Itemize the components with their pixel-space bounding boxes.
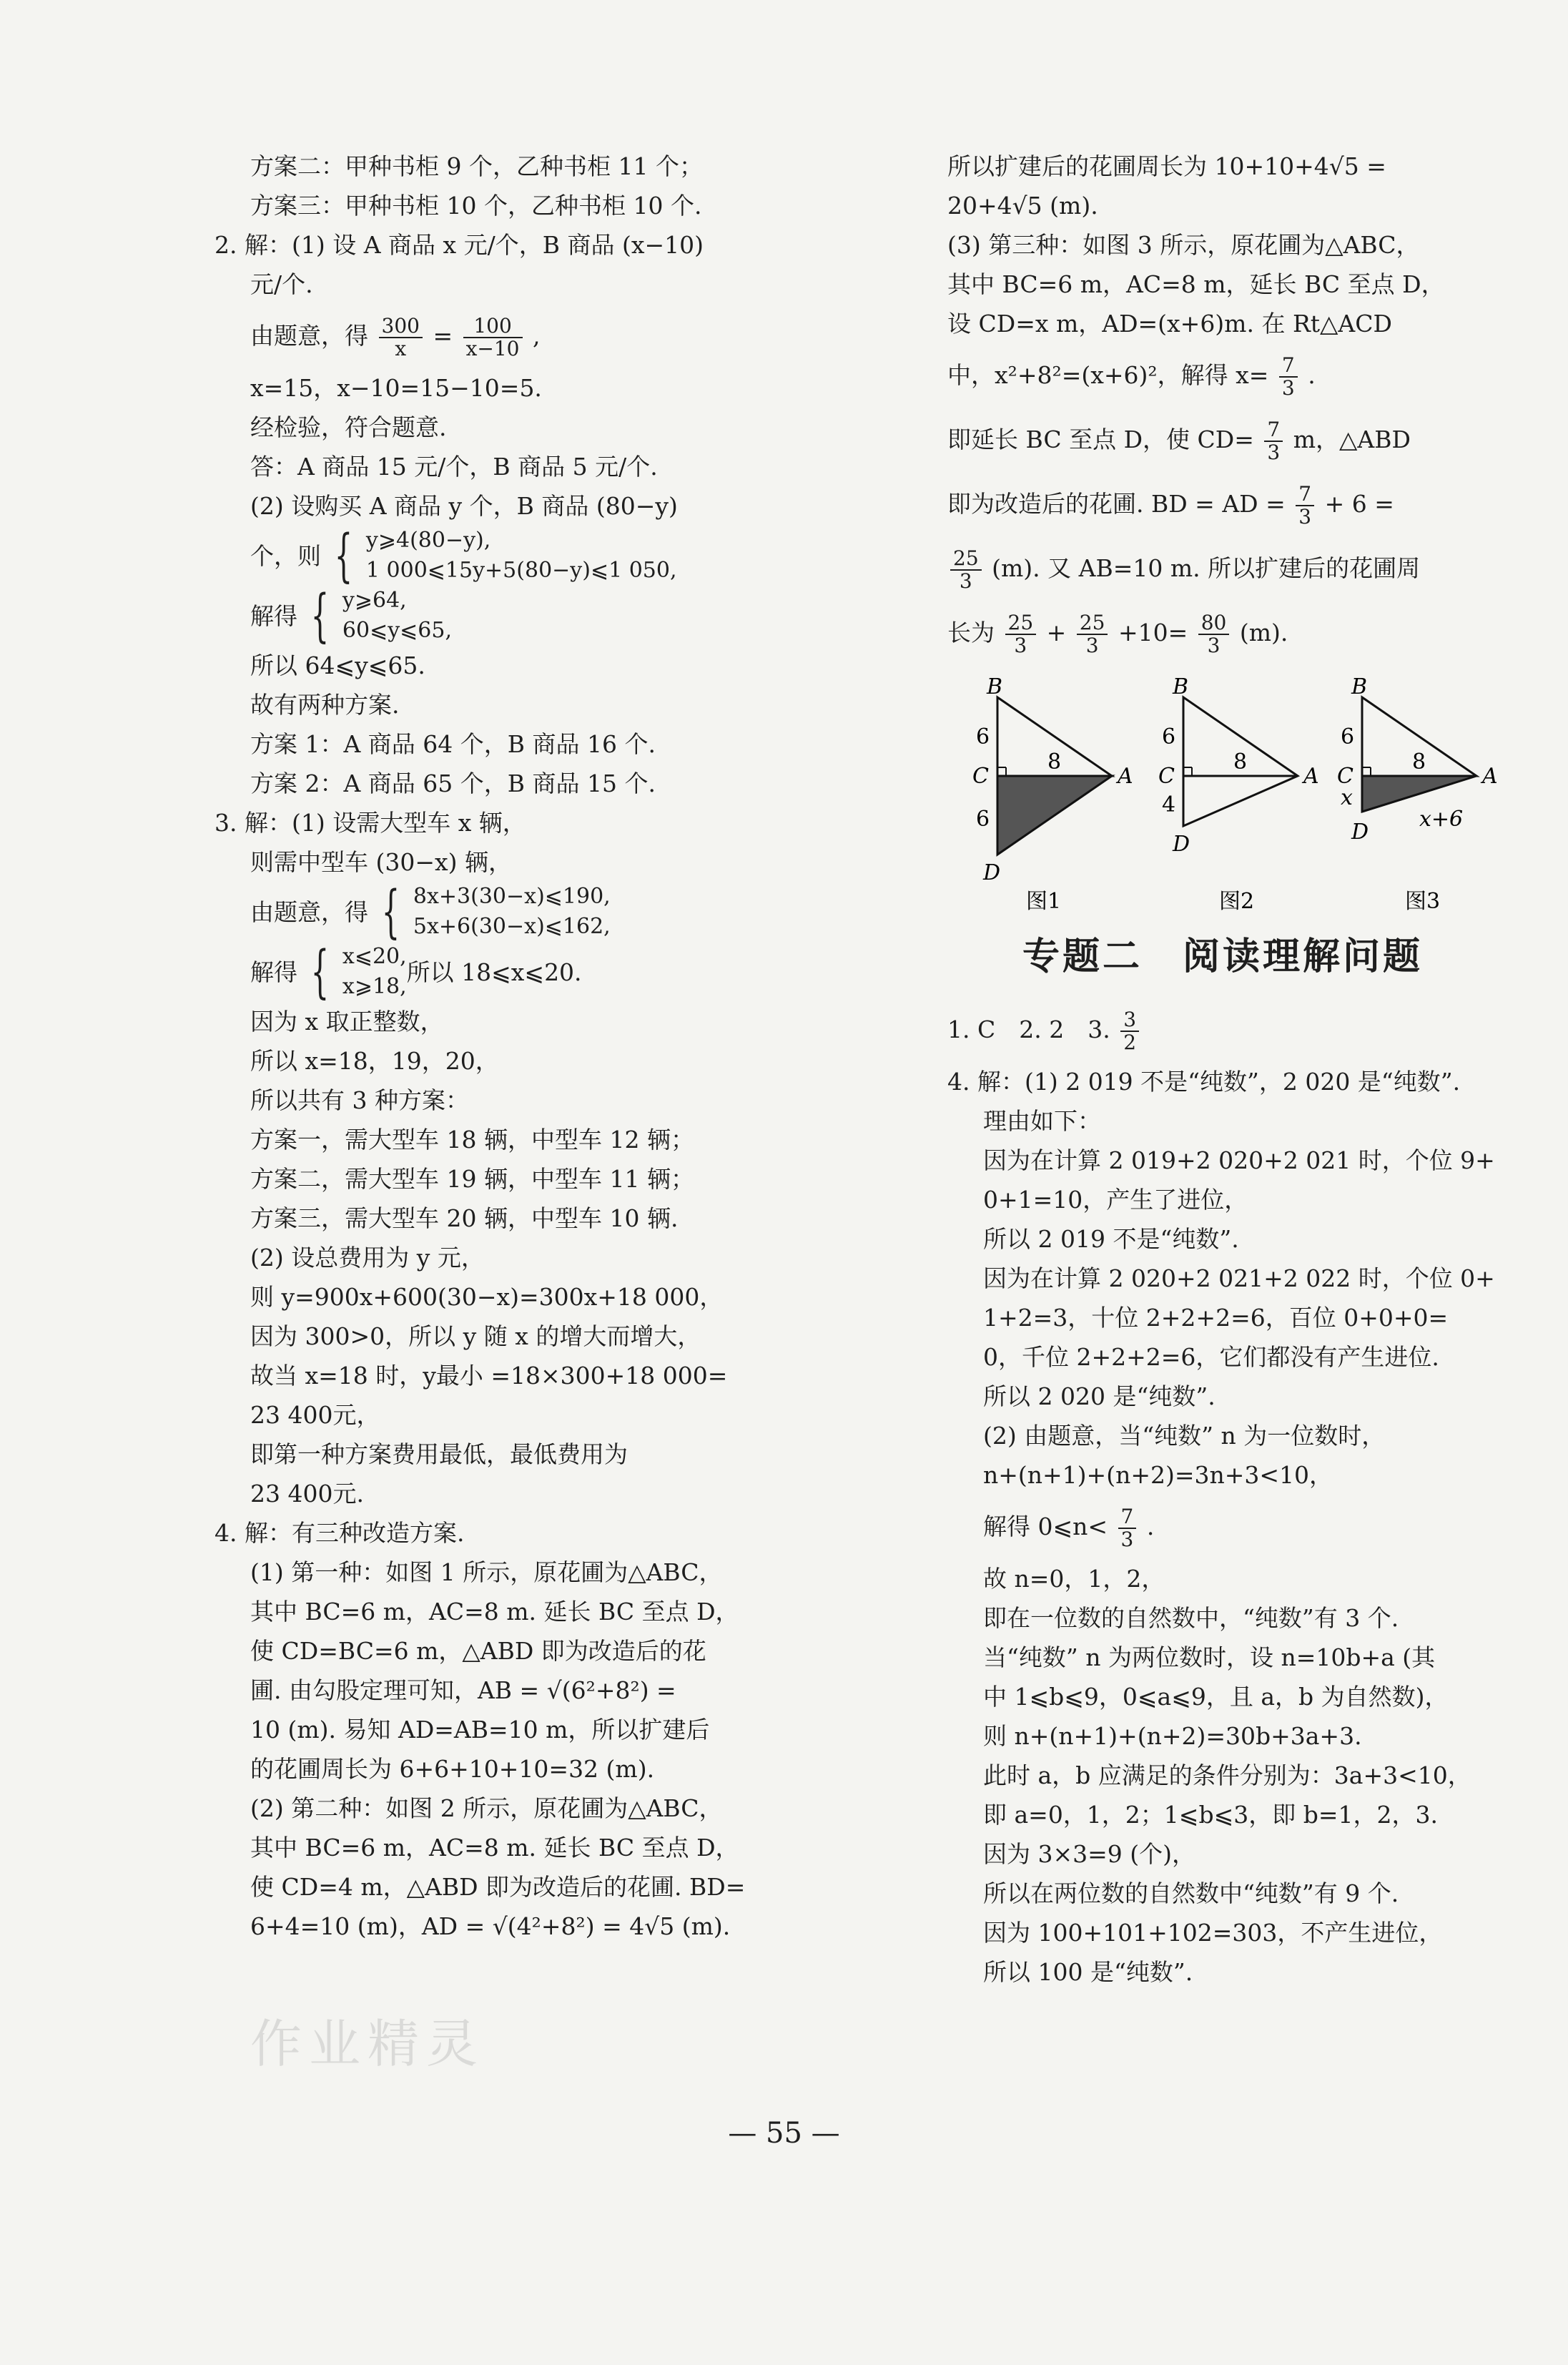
text-line: (2) 由题意，当“纯数” n 为一位数时， — [983, 1422, 1386, 1450]
text-line: 即第一种方案费用最低，最低费用为 — [250, 1440, 628, 1468]
text-line: 的花圃周长为 6+6+10+10=32 (m). — [250, 1755, 655, 1783]
text-line: 0，千位 2+2+2=6，它们都没有产生进位. — [983, 1343, 1439, 1371]
label-a: A — [1118, 764, 1133, 789]
text-line: 答：A 商品 15 元/个，B 商品 5 元/个. — [250, 453, 658, 481]
text-line: 因为 300>0，所以 y 随 x 的增大而增大， — [250, 1322, 701, 1350]
figure-2 — [1158, 676, 1319, 912]
label-c: C — [972, 764, 989, 789]
fraction: $\frac{300}{x}$ — [379, 315, 423, 360]
text-line: 方案 2：A 商品 65 个，B 商品 15 个. — [250, 770, 656, 797]
text-line: 所以 100 是“纯数”. — [983, 1958, 1193, 1986]
text-line: 6+4=10 (m)，AD = √(4²+8²) = 4√5 (m). — [250, 1912, 731, 1940]
text-line: 10 (m). 易知 AD=AB=10 m，所以扩建后 — [250, 1716, 710, 1744]
text-line: 23 400元， — [250, 1401, 380, 1429]
right-column — [947, 147, 1498, 1992]
text-line: 1+2=3，十位 2+2+2=6，百位 0+0+0= — [983, 1304, 1449, 1332]
text-line: 此时 a，b 应满足的条件分别为：3a+3<10， — [983, 1761, 1471, 1789]
text-line: 经检验，符合题意. — [250, 413, 447, 441]
text-line: 方案一，需大型车 18 辆，中型车 12 辆； — [250, 1126, 694, 1154]
text-line: x=15，x−10=15−10=5. — [250, 374, 542, 402]
text-line: 所以 64⩽y⩽65. — [250, 652, 425, 679]
label-8: 8 — [1233, 749, 1248, 775]
fraction: $\frac{7}{3}$ — [1279, 355, 1298, 399]
inequality-system: 解得 { x⩽20, x⩾18, 所以 18⩽x⩽20. — [250, 938, 582, 1005]
text-line: 所以共有 3 种方案： — [250, 1086, 469, 1114]
page-number: — 55 — — [728, 2117, 840, 2150]
text-line: (2) 第二种：如图 2 所示，原花圃为△ABC， — [250, 1794, 723, 1822]
triangle-figures — [947, 676, 1498, 912]
fraction: $\frac{3}{2}$ — [1120, 1009, 1139, 1053]
fraction: $\frac{80}{3}$ — [1198, 612, 1230, 657]
text-line: 方案二，需大型车 19 辆，中型车 11 辆； — [250, 1165, 694, 1193]
figure-1 — [972, 676, 1133, 912]
text-line: 0+1=10，产生了进位， — [983, 1186, 1248, 1214]
text-line: 方案二：甲种书柜 9 个，乙种书柜 11 个； — [250, 152, 703, 180]
text-line: 则需中型车 (30−x) 辆， — [250, 848, 512, 876]
text-line: 因为 100+101+102=303，不产生进位， — [983, 1919, 1443, 1947]
text-line: 所以 2 020 是“纯数”. — [983, 1382, 1216, 1410]
equation-line: 由题意，得 $\frac{300}{x}$ = $\frac{100}{x-10}$ , — [250, 314, 541, 360]
text-line: n+(n+1)+(n+2)=3n+3<10， — [983, 1461, 1333, 1489]
text-line: 则 y=900x+600(30−x)=300x+18 000， — [250, 1283, 724, 1311]
label-8: 8 — [1412, 749, 1426, 775]
figure-3 — [1337, 676, 1498, 912]
label-b: B — [987, 676, 1003, 699]
watermark: 作业精灵 — [250, 2014, 485, 2074]
label-c: C — [1337, 764, 1353, 789]
fraction: $\frac{25}{3}$ — [1077, 612, 1108, 657]
text-line: 其中 BC=6 m，AC=8 m. 延长 BC 至点 D， — [250, 1834, 739, 1862]
text-line: 故 n=0，1，2， — [983, 1565, 1165, 1593]
figures-svg — [947, 676, 1498, 912]
equation-line: 长为 $\frac{25}{3}$ + $\frac{25}{3}$ +10= $\frac{80}{3}$ (m). — [947, 611, 1288, 657]
label-a: A — [1482, 764, 1498, 789]
label-d: D — [1173, 832, 1190, 857]
text-line: 因为在计算 2 020+2 021+2 022 时，个位 0+ — [983, 1264, 1495, 1292]
question-4-heading: 4. 解：有三种改造方案. — [215, 1519, 465, 1547]
inequality-system: 由题意，得 { 8x+3(30−x)⩽190, 5x+6(30−x)⩽162, — [250, 878, 611, 945]
text-line: 设 CD=x m，AD=(x+6)m. 在 Rt△ACD — [947, 310, 1392, 338]
label-c: C — [1158, 764, 1175, 789]
label-b: B — [1173, 676, 1189, 699]
text-line: 圃. 由勾股定理可知，AB = √(6²+8²) = — [250, 1676, 676, 1704]
section-heading: 专题二 阅读理解问题 — [1022, 935, 1423, 978]
text-line: 其中 BC=6 m，AC=8 m. 延长 BC 至点 D， — [250, 1598, 739, 1626]
question-4-heading: 4. 解：(1) 2 019 不是“纯数”，2 020 是“纯数”. — [947, 1068, 1461, 1096]
fraction: $\frac{7}{3}$ — [1118, 1506, 1137, 1550]
label-d: D — [1351, 820, 1369, 845]
text-line: 当“纯数” n 为两位数时，设 n=10b+a (其 — [983, 1643, 1436, 1671]
text-line: 所以扩建后的花圃周长为 10+10+4√5 = — [947, 152, 1386, 180]
fraction: $\frac{25}{3}$ — [950, 548, 982, 592]
caption: 图3 — [1405, 889, 1441, 912]
text-line: 使 CD=BC=6 m，△ABD 即为改造后的花 — [250, 1637, 706, 1665]
label-6: 6 — [1162, 724, 1176, 749]
text-line: 即在一位数的自然数中，“纯数”有 3 个. — [983, 1604, 1399, 1632]
text-line: 故有两种方案. — [250, 691, 400, 719]
shaded-region — [997, 776, 1112, 855]
label-x-plus-6: x+6 — [1419, 807, 1464, 832]
text-line: 所以在两位数的自然数中“纯数”有 9 个. — [983, 1879, 1399, 1907]
text-line: (2) 设购买 A 商品 y 个，B 商品 (80−y) — [250, 492, 678, 520]
text-line: 故当 x=18 时，y最小 =18×300+18 000= — [250, 1362, 728, 1390]
text-line: 元/个. — [250, 270, 313, 298]
text-line: 理由如下： — [983, 1107, 1101, 1135]
text-line: (3) 第三种：如图 3 所示，原花圃为△ABC， — [947, 231, 1420, 259]
fraction: $\frac{7}{3}$ — [1296, 483, 1314, 528]
answer-line: 1. C 2. 2 3. $\frac{3}{2}$ — [947, 998, 1498, 1062]
text-line: 因为在计算 2 019+2 020+2 021 时，个位 9+ — [983, 1146, 1495, 1174]
inequality-system: 解得 { y⩾64, 60⩽y⩽65, — [250, 582, 453, 649]
caption: 图1 — [1026, 889, 1062, 912]
text-line: 所以 x=18，19，20， — [250, 1047, 499, 1075]
equation-line: 即延长 BC 至点 D，使 CD= $\frac{7}{3}$ m，△ABD — [947, 418, 1411, 464]
text-line: (2) 设总费用为 y 元， — [250, 1244, 485, 1272]
text-line: 方案 1：A 商品 64 个，B 商品 16 个. — [250, 730, 656, 758]
fraction: $\frac{25}{3}$ — [1005, 612, 1037, 657]
label-8: 8 — [1047, 749, 1062, 775]
equation-line: 中，x²+8²=(x+6)²，解得 x= $\frac{7}{3}$ . — [947, 353, 1316, 400]
text-line: (1) 第一种：如图 1 所示，原花圃为△ABC， — [250, 1558, 723, 1586]
fraction: $\frac{100}{x-10}$ — [463, 315, 523, 360]
question-2-heading: 2. 解：(1) 设 A 商品 x 元/个，B 商品 (x−10) — [215, 231, 704, 259]
text-line: 20+4√5 (m). — [947, 192, 1098, 220]
text-line: 所以 2 019 不是“纯数”. — [983, 1225, 1239, 1253]
text-line: 方案三：甲种书柜 10 个，乙种书柜 10 个. — [250, 192, 702, 220]
label-6: 6 — [976, 807, 990, 832]
text-line: 23 400元. — [250, 1480, 364, 1508]
label-4: 4 — [1162, 792, 1176, 817]
text-line: 即 a=0，1，2；1⩽b⩽3，即 b=1，2，3. — [983, 1801, 1438, 1829]
inequality-system: 个，则 { y⩾4(80−y), 1 000⩽15y+5(80−y)⩽1 050, — [250, 522, 677, 589]
label-a: A — [1303, 764, 1319, 789]
equation-line: 即为改造后的花圃. BD = AD = $\frac{7}{3}$ + 6 = — [947, 482, 1394, 528]
label-6: 6 — [976, 724, 990, 749]
label-d: D — [983, 860, 1001, 885]
text-line: 其中 BC=6 m，AC=8 m，延长 BC 至点 D， — [947, 270, 1445, 298]
text-line: 方案三，需大型车 20 辆，中型车 10 辆. — [250, 1204, 679, 1232]
text-line: 则 n+(n+1)+(n+2)=30b+3a+3. — [983, 1722, 1362, 1750]
text-line: 因为 x 取正整数， — [250, 1008, 444, 1036]
caption: 图2 — [1219, 889, 1255, 912]
label-x: x — [1341, 785, 1353, 810]
question-3-heading: 3. 解：(1) 设需大型车 x 辆， — [215, 809, 526, 837]
text-line: 使 CD=4 m，△ABD 即为改造后的花圃. BD= — [250, 1873, 746, 1901]
label-b: B — [1351, 676, 1368, 699]
left-column — [215, 147, 772, 1946]
text-line: 中 1⩽b⩽9，0⩽a⩽9，且 a，b 为自然数)， — [983, 1683, 1449, 1711]
equation-line: 解得 0⩽n< $\frac{7}{3}$ . — [983, 1505, 1155, 1551]
text-line: 因为 3×3=9 (个)， — [983, 1840, 1196, 1868]
fraction: $\frac{7}{3}$ — [1264, 419, 1283, 463]
equation-line: $\frac{25}{3}$ (m). 又 AB=10 m. 所以扩建后的花圃周 — [947, 536, 1498, 601]
label-6: 6 — [1341, 724, 1355, 749]
